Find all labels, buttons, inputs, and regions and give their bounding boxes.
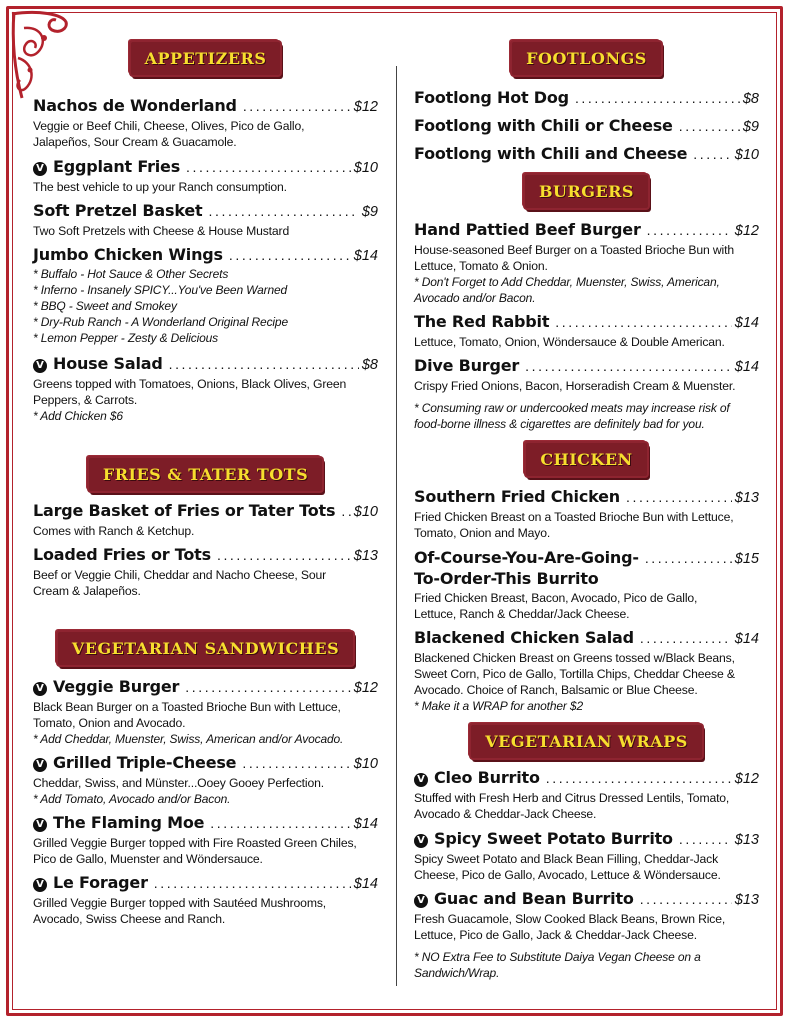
leader-dots [679,116,740,136]
leader-dots [208,201,358,221]
section-banner-vegetarian-sandwiches [33,632,378,665]
item-description: Grilled Veggie Burger topped with Sautéed Mushrooms, Avocado, Swiss Cheese and Ranch. [33,896,326,926]
item-price: $13 [734,832,759,848]
leader-dots [525,356,732,376]
item-price: $14 [734,315,759,331]
item-price: $14 [734,359,759,375]
leader-dots [210,813,351,833]
item-name: Southern Fried Chicken [414,487,620,506]
item-note: * Don't Forget to Add Cheddar, Muenster, Swiss, American, Avocado and/or Bacon. [414,275,720,305]
item-name: Cleo Burrito [434,768,540,787]
item-name: Le Forager [53,873,148,892]
item-name: Loaded Fries or Tots [33,545,211,564]
vegetarian-badge-icon: V [33,878,47,892]
item-name: Footlong with Chili or Cheese [414,116,673,135]
leader-dots [555,312,732,332]
menu-item [414,487,759,541]
item-note: * Add Chicken $6 [33,409,123,423]
item-price: $13 [734,490,759,506]
leader-dots [154,873,351,893]
item-description: House-seasoned Beef Burger on a Toasted Brioche Bun with Lettuce, Tomato & Onion. [414,243,734,273]
menu-item [414,356,759,394]
item-name: Nachos de Wonderland [33,96,237,115]
leader-dots [169,354,359,374]
item-description: Stuffed with Fresh Herb and Citrus Dressed Lentils, Tomato, Avocado & Cheddar-Jack Cheese. [414,791,730,821]
item-name: Eggplant Fries [53,157,181,176]
leader-dots [647,220,732,240]
menu-item [414,220,759,306]
leader-dots [679,829,732,849]
item-options: * Buffalo - Hot Sauce & Other Secrets * Inferno - Insanely SPICY...You've Been Warned * BBQ - Sweet and Smokey * Dry-Rub Ranch - A Wonderland Original Recipe * Lemon Pepper - Zesty & Delicious [33,267,288,345]
item-description: Veggie or Beef Chili, Cheese, Olives, Pico de Gallo, Jalapeños, Sour Cream & Guacamole. [33,119,305,149]
leader-dots [693,144,732,164]
item-price: $14 [353,816,378,832]
menu-item [33,873,378,927]
menu-item [414,768,759,822]
item-price: $14 [353,248,378,264]
item-name: Soft Pretzel Basket [33,201,203,220]
item-name: House Salad [53,354,163,373]
item-price: $9 [361,204,378,220]
menu-item [414,88,759,109]
leader-dots [185,677,351,697]
item-name: Spicy Sweet Potato Burrito [434,829,673,848]
section-banner-burgers [414,175,759,208]
item-name: Veggie Burger [53,677,180,696]
menu-item [33,201,378,239]
menu-item [414,829,759,883]
item-price: $10 [353,160,378,176]
vegetarian-badge-icon: V [33,162,47,176]
menu-item [414,312,759,350]
item-price: $9 [742,119,759,135]
item-price: $10 [353,756,378,772]
item-name: Guac and Bean Burrito [434,889,634,908]
item-name: Grilled Triple-Cheese [53,753,237,772]
section-title: FOOTLONGS [512,42,661,75]
item-description: Fried Chicken Breast, Bacon, Avocado, Pico de Gallo, Lettuce, Ranch & Cheddar/Jack Cheese. [414,591,698,621]
item-price: $10 [353,504,378,520]
menu-item [414,116,759,137]
item-price: $12 [353,99,378,115]
vegan-cheese-note: * NO Extra Fee to Substitute Daiya Vegan Cheese on a Sandwich/Wrap. [414,950,701,980]
section-title: VEGETARIAN SANDWICHES [58,632,353,665]
menu-item [33,753,378,807]
menu-item [414,144,759,165]
item-price: $12 [734,223,759,239]
menu-item [33,96,378,150]
vegetarian-badge-icon: V [414,773,428,787]
leader-dots [217,545,351,565]
menu-item [33,157,378,195]
leader-dots [645,548,732,568]
item-price: $14 [353,876,378,892]
item-description: Grilled Veggie Burger topped with Fire Roasted Green Chiles, Pico de Gallo, Muenster and Wöndersauce. [33,836,357,866]
leader-dots [626,487,732,507]
leader-dots [186,157,351,177]
menu-item [33,354,378,424]
column-divider [396,66,397,986]
item-name: The Flaming Moe [53,813,205,832]
menu-item [33,501,378,539]
item-price: $13 [734,892,759,908]
leader-dots [229,245,351,265]
item-name: Dive Burger [414,356,520,375]
item-description: Blackened Chicken Breast on Greens tossed w/Black Beans, Sweet Corn, Pico de Gallo, Tortilla Chips, Cheddar Cheese & Avocado. Choice of Ranch, Balsamic or Blue Cheese. [414,651,735,697]
item-description: Greens topped with Tomatoes, Onions, Black Olives, Green Peppers, & Carrots. [33,377,347,407]
item-price: $12 [353,680,378,696]
item-name: Of-Course-You-Are-Going- [414,548,639,567]
vegetarian-badge-icon: V [33,758,47,772]
leader-dots [575,88,740,108]
item-price: $10 [734,147,759,163]
section-title: CHICKEN [526,443,646,476]
item-name-continued: To-Order-This Burrito [414,569,599,588]
item-description: Lettuce, Tomato, Onion, Wöndersauce & Double American. [414,335,725,349]
leader-dots [243,96,351,116]
item-price: $13 [353,548,378,564]
section-banner-fries [33,458,378,491]
section-title: FRIES & TATER TOTS [89,458,322,491]
leader-dots [546,768,732,788]
item-price: $15 [734,551,759,567]
vegetarian-badge-icon: V [33,359,47,373]
item-description: Cheddar, Swiss, and Münster...Ooey Gooey Perfection. [33,776,324,790]
item-description: Spicy Sweet Potato and Black Bean Filling, Cheddar-Jack Cheese, Pico de Gallo, Avocado, Lettuce & Wöndersauce. [414,852,721,882]
menu-item [33,813,378,867]
leader-dots [242,753,350,773]
menu-item [414,889,759,943]
item-price: $12 [734,771,759,787]
item-name: Blackened Chicken Salad [414,628,634,647]
item-price: $8 [742,91,759,107]
section-banner-appetizers [33,42,378,75]
section-banner-vegetarian-wraps [414,725,759,758]
item-description: Fresh Guacamole, Slow Cooked Black Beans, Brown Rice, Lettuce, Pico de Gallo, Jack & Cheddar-Jack Cheese. [414,912,726,942]
item-name: Hand Pattied Beef Burger [414,220,641,239]
item-description: The best vehicle to up your Ranch consumption. [33,180,287,194]
item-name: The Red Rabbit [414,312,550,331]
menu-item [33,545,378,599]
item-description: Black Bean Burger on a Toasted Brioche Bun with Lettuce, Tomato, Onion and Avocado. [33,700,341,730]
item-description: Two Soft Pretzels with Cheese & House Mustard [33,224,290,238]
leader-dots [341,501,350,521]
item-name: Large Basket of Fries or Tater Tots [33,501,336,520]
item-note: * Add Cheddar, Muenster, Swiss, American and/or Avocado. [33,732,344,746]
item-description: Fried Chicken Breast on a Toasted Brioche Bun with Lettuce, Tomato, Onion and Mayo. [414,510,734,540]
item-name: Footlong with Chili and Cheese [414,144,688,163]
menu-item [33,677,378,747]
item-name: Footlong Hot Dog [414,88,569,107]
leader-dots [640,628,732,648]
item-description: Crispy Fried Onions, Bacon, Horseradish Cream & Muenster. [414,379,736,393]
section-banner-chicken [414,443,759,476]
menu-item [414,628,759,714]
vegetarian-badge-icon: V [33,818,47,832]
vegetarian-badge-icon: V [414,894,428,908]
menu-item [33,245,378,346]
item-note: * Add Tomato, Avocado and/or Bacon. [33,792,231,806]
vegetarian-badge-icon: V [414,834,428,848]
raw-meat-disclaimer: * Consuming raw or undercooked meats may increase risk of food-borne illness & cigarettes are definitely bad for you. [414,401,730,431]
item-description: Comes with Ranch & Ketchup. [33,524,195,538]
vegetarian-badge-icon: V [33,682,47,696]
menu-item [414,548,759,622]
section-title: VEGETARIAN WRAPS [471,725,702,758]
item-name: Jumbo Chicken Wings [33,245,223,264]
item-note: * Make it a WRAP for another $2 [414,699,583,713]
leader-dots [640,889,732,909]
item-price: $14 [734,631,759,647]
section-banner-footlongs [414,42,759,75]
section-title: BURGERS [525,175,648,208]
section-title: APPETIZERS [131,42,281,75]
item-price: $8 [361,357,378,373]
item-description: Beef or Veggie Chili, Cheddar and Nacho Cheese, Sour Cream & Jalapeños. [33,568,327,598]
